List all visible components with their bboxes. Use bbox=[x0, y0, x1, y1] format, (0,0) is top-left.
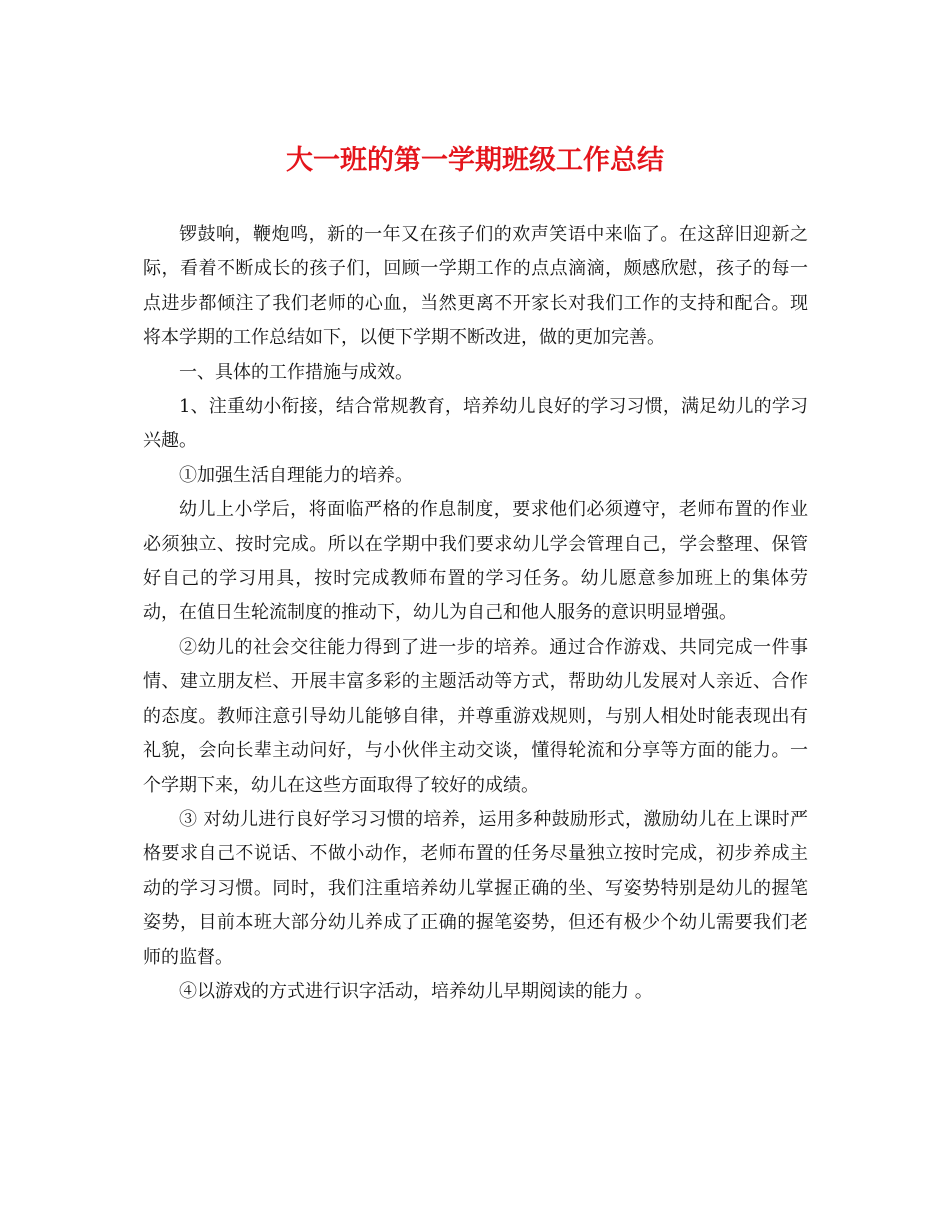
item-heading: ①加强生活自理能力的培养。 bbox=[179, 464, 413, 486]
paragraph-intro: 锣鼓响，鞭炮鸣，新的一年又在孩子们的欢声笑语中来临了。在这辞旧迎新之际，看着不断成长的孩子们，回顾一学期工作的点点滴滴，颇感欣慰，孩子的每一点进步都倾注了我们老师的心血，当然更离不开家长对我们工作的支持和配合。现将本学期的工作总结如下，以便下学期不断改进，做的更加完善。 bbox=[143, 224, 808, 349]
document-body bbox=[143, 218, 808, 1009]
paragraph: ②幼儿的社会交往能力得到了进一步的培养。通过合作游戏、共同完成一件事情、建立朋友栏、开展丰富多彩的主题活动等方式，帮助幼儿发展对人亲近、合作的态度。教师注意引导幼儿能够自律，并尊重游戏规则，与别人相处时能表现出有礼貌，会向长辈主动问好，与小伙伴主动交谈，懂得轮流和分享等方面的能力。一个学期下来，幼儿在这些方面取得了较好的成绩。 bbox=[143, 636, 808, 796]
document-title: 大一班的第一学期班级工作总结 bbox=[286, 145, 664, 176]
section-heading: 一、具体的工作措施与成效。 bbox=[179, 361, 413, 383]
paragraph: ④以游戏的方式进行识字活动，培养幼儿早期阅读的能力 。 bbox=[179, 980, 653, 1002]
paragraph: ③ 对幼儿进行良好学习习惯的培养，运用多种鼓励形式，激励幼儿在上课时严格要求自己不说话、不做小动作，老师布置的任务尽量独立按时完成，初步养成主动的学习习惯。同时，我们注重培养幼儿掌握正确的坐、写姿势特别是幼儿的握笔姿势，目前本班大部分幼儿养成了正确的握笔姿势，但还有极少个幼儿需要我们老师的监督。 bbox=[143, 808, 808, 968]
paragraph: 幼儿上小学后，将面临严格的作息制度，要求他们必须遵守，老师布置的作业必须独立、按时完成。所以在学期中我们要求幼儿学会管理自己，学会整理、保管好自己的学习用具，按时完成教师布置的学习任务。幼儿愿意参加班上的集体劳动，在值日生轮流制度的推动下，幼儿为自己和他人服务的意识明显增强。 bbox=[143, 499, 808, 624]
subsection-heading: 1、注重幼小衔接，结合常规教育，培养幼儿良好的学习习惯，满足幼儿的学习兴趣。 bbox=[143, 396, 808, 452]
